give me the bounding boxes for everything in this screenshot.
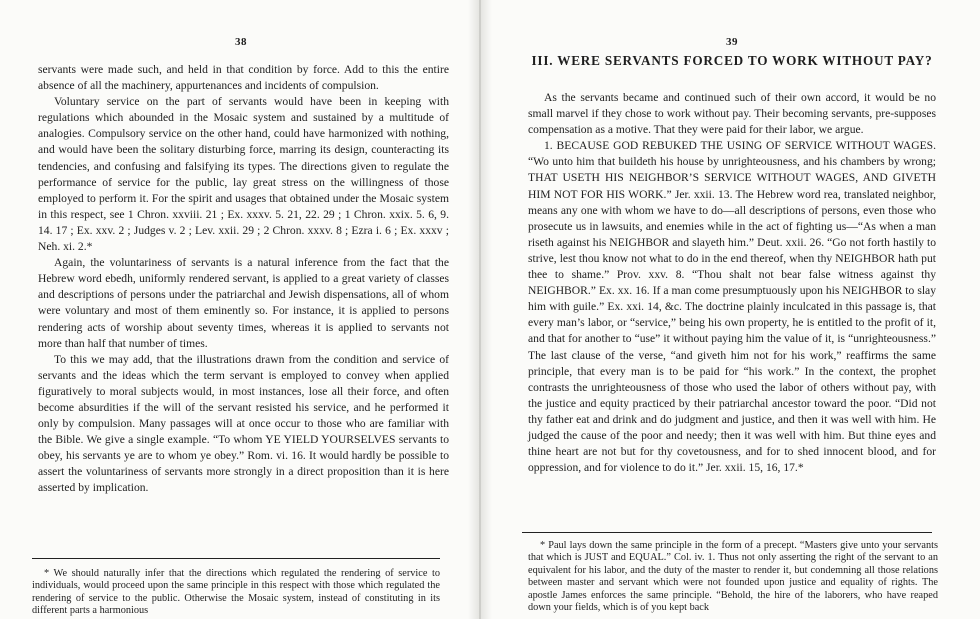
paragraph: servants were made such, and held in that condition by force. Add to this the entire absence of all the machinery, appurtenances and incidents of compulsion.	[38, 63, 449, 93]
footnote-text: * Paul lays down the same principle in the form of a precept. “Masters give unto your servants that which is JUST and EQUAL.” Col. iv. 1. Thus not only asserting the right of the servant to an equivalent for his labor, and the duty of the master to render it, but condemning all those relations between master and servant which were not founded upon justice and equality of rights. The apostle James enforces the same principle. “Behold, the hire of the laborers, who have reaped down your fields, which is of you kept back	[528, 540, 938, 614]
left-page	[0, 0, 470, 619]
footnote-rule	[32, 558, 440, 559]
paragraph: To this we may add, that the illustrations drawn from the condition and service of servants and the ideas which the term servant is employed to convey when applied figuratively to moral subjects would, in most instances, lose all their force, and often become absurdities if the will of the servant resisted his service, and he performed it only by compulsion. Many passages will at once occur to those who are familiar with the Bible. We give a single example. “To whom YE YIELD YOURSELVES servants to obey, his servants ye are to whom ye obey.” Rom. vi. 16. It would hardly be possible to assert the voluntariness of servants more strongly in a direct proposition than it is here asserted by implication.	[38, 352, 449, 495]
body-text	[528, 90, 936, 476]
footnote	[528, 540, 938, 614]
footnote-text: * We should naturally infer that the directions which regulated the rendering of service to individuals, would proceed upon the same principle in this respect with those which regulated the rendering of service to the public. Otherwise the Mosaic system, instead of constituting in its different parts a harmonious	[32, 568, 440, 617]
section-heading: III. WERE SERVANTS FORCED TO WORK WITHOUT PAY?	[531, 53, 933, 68]
paragraph: Again, the voluntariness of servants is a natural inference from the fact that the Hebrew word ebedh, uniformly rendered servant, is applied to a great variety of classes and descriptions of persons under the patriarchal and Jewish dispensations, all of whom were voluntary and most of them eminently so. For instance, it is applied to persons rendering acts of worship about seventy times, whereas it is applied to servants not more than half that number of times.	[38, 256, 449, 350]
body-text	[38, 62, 449, 497]
page-number: 38	[235, 36, 247, 48]
page-number: 39	[726, 36, 738, 48]
footnote	[32, 568, 440, 618]
book-gutter	[468, 0, 492, 619]
paragraph: As the servants became and continued such of their own accord, it would be no small marvel if they chose to work without pay. Their becoming servants, pre-supposes compensation as a motive. That they were paid for their labor, we argue.	[528, 91, 936, 137]
right-page	[490, 0, 980, 619]
paragraph: Voluntary service on the part of servants would have been in keeping with regulations which abounded in the Mosaic system and sustained by a multitude of analogies. Compulsory service on the other hand, could have harmonized with nothing, and would have been the solitary disturbing force, marring its design, counteracting its tendencies, and confusing and falsifying its types. The directions given to regulate the performance of service for the public, lay great stress on the willingness of those employed to perform it. For the spirit and usages that obtained under the Mosaic system in this respect, see 1 Chron. xxviii. 21 ; Ex. xxxv. 5. 21, 22. 29 ; 1 Chron. xxix. 5. 6, 9. 14. 17 ; Ex. xxv. 2 ; Judges v. 2 ; Lev. xxii. 29 ; 2 Chron. xxxv. 8 ; Ezra i. 6 ; Ex. xxxv ; Neh. xi. 2.*	[38, 95, 449, 254]
footnote-rule	[522, 532, 932, 533]
paragraph: 1. BECAUSE GOD REBUKED THE USING OF SERVICE WITHOUT WAGES. “Wo unto him that buildeth his house by unrighteousness, and his chambers by wrong; THAT USETH HIS NEIGHBOR’S SERVICE WITHOUT WAGES, AND GIVETH HIM NOT FOR HIS WORK.” Jer. xxii. 13. The Hebrew word rea, translated neighbor, means any one with whom we have to do—all descriptions of persons, even those who prosecute us in lawsuits, and enemies while in the act of fighting us—“As when a man riseth against his NEIGHBOR and slayeth him.” Deut. xxii. 26. “Go not forth hastily to strive, lest thou know not what to do in the end thereof, when thy NEIGHBOR hath put thee to shame.” Prov. xxv. 8. “Thou shalt not bear false witness against thy NEIGHBOR.” Ex. xx. 16. If a man come presumptuously upon his NEIGHBOR to slay him with guile.” Ex. xxi. 14, &c. The doctrine plainly inculcated in this passage is, that every man’s labor, or “service,” being his own property, he is entitled to the profit of it, and that for another to “use” it without paying him the value of it, is “unrighteousness.” The last clause of the verse, “and giveth him not for his work,” reaffirms the same principle, that every man is to be paid for “his work.” In the context, the prophet contrasts the unrighteousness of those who used the labor of others without pay, with the justice and equity practiced by their patriarchal ancestor toward the poor. “Did not thy father eat and drink and do judgment and justice, and then it was well with him. He judged the cause of the poor and needy; then it was well with him. But thine eyes and thine heart are not but for thy covetousness, and for to shed innocent blood, and for oppression, and for violence to do it.” Jer. xxii. 15, 16, 17.*	[528, 139, 936, 475]
